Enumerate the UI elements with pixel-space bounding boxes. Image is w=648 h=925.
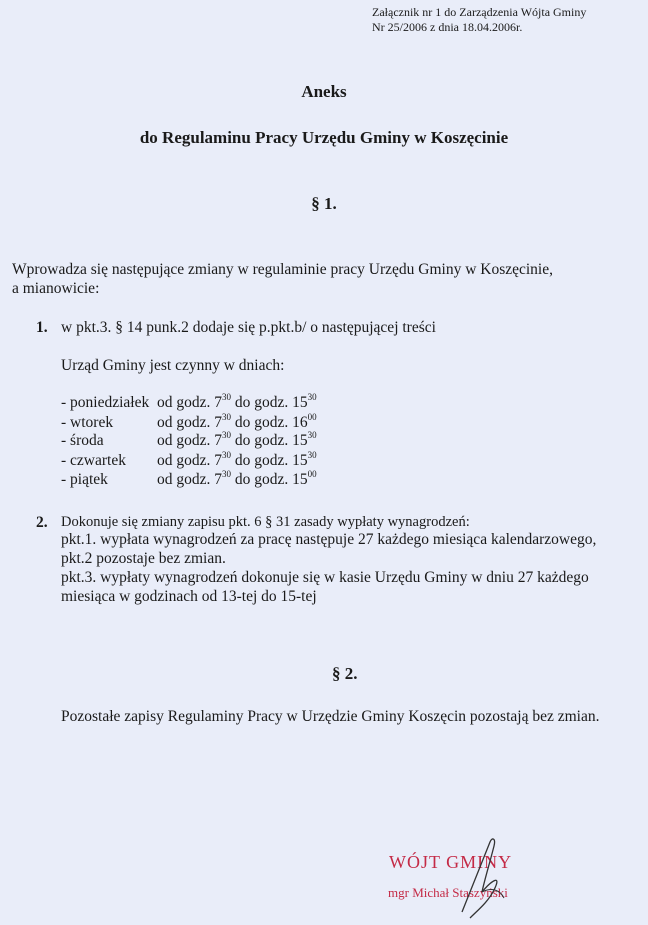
to-minute: 00 xyxy=(307,469,317,479)
from-minute: 30 xyxy=(222,450,232,460)
section-2-heading: § 2. xyxy=(332,664,358,683)
from-hour: 7 xyxy=(214,432,223,449)
from-minute: 30 xyxy=(222,469,232,479)
from-hour: 7 xyxy=(214,394,223,411)
item-2-line-3: pkt.2 pozostaje bez zmian. xyxy=(61,550,226,567)
day-name: - poniedziałek xyxy=(61,394,150,411)
from-minute: 30 xyxy=(222,392,232,402)
to-label: do godz. xyxy=(234,452,289,469)
handwritten-signature xyxy=(432,832,542,922)
intro-line-2: a mianowicie: xyxy=(12,280,100,297)
to-hour: 16 xyxy=(292,414,308,431)
item-2-line-2: pkt.1. wypłata wynagrodzeń za pracę następuje 27 każdego miesiąca kalendarzowego, xyxy=(61,531,597,548)
day-name: - wtorek xyxy=(61,414,114,431)
document-subtitle: do Regulaminu Pracy Urzędu Gminy w Koszęcinie xyxy=(139,128,509,147)
office-hours-row xyxy=(61,451,317,470)
item-1-text: w pkt.3. § 14 punk.2 dodaje się p.pkt.b/ o następującej treści xyxy=(61,319,436,336)
header-line-1: Załącznik nr 1 do Zarządzenia Wójta Gminy xyxy=(372,5,587,19)
item-2-line-5: miesiąca w godzinach od 13-tej do 15-tej xyxy=(61,588,317,605)
item-2-line-4: pkt.3. wypłaty wynagrodzeń dokonuje się w kasie Urzędu Gminy w dniu 27 każdego xyxy=(61,569,589,586)
section-1-heading: § 1. xyxy=(311,194,337,213)
office-hours-intro: Urząd Gminy jest czynny w dniach: xyxy=(61,357,285,374)
intro-line-1: Wprowadza się następujące zmiany w regulaminie pracy Urzędu Gminy w Koszęcinie, xyxy=(12,261,553,278)
from-label: od godz. xyxy=(157,394,211,411)
item-1-number: 1. xyxy=(36,319,48,336)
from-label: od godz. xyxy=(157,414,211,431)
to-label: do godz. xyxy=(234,414,289,431)
from-minute: 30 xyxy=(222,412,232,422)
section-2-text: Pozostałe zapisy Regulaminy Pracy w Urzędzie Gminy Koszęcin pozostają bez zmian. xyxy=(61,708,600,725)
day-name: - piątek xyxy=(61,471,108,488)
office-hours-row xyxy=(61,413,317,432)
item-2-line-1: Dokonuje się zmiany zapisu pkt. 6 § 31 zasady wypłaty wynagrodzeń: xyxy=(61,514,470,530)
from-hour: 7 xyxy=(214,452,223,469)
to-label: do godz. xyxy=(234,394,289,411)
header-line-2: Nr 25/2006 z dnia 18.04.2006r. xyxy=(372,20,523,34)
stamp-title: WÓJT GMINY xyxy=(389,852,513,872)
to-hour: 15 xyxy=(292,471,308,488)
office-hours-row xyxy=(61,470,317,489)
to-hour: 15 xyxy=(292,432,308,449)
to-minute: 00 xyxy=(307,412,317,422)
from-label: od godz. xyxy=(157,432,211,449)
day-name: - czwartek xyxy=(61,452,126,469)
item-2-number: 2. xyxy=(36,514,48,531)
day-name: - środa xyxy=(61,432,104,449)
from-label: od godz. xyxy=(157,452,211,469)
from-hour: 7 xyxy=(214,414,223,431)
stamp-name: mgr Michał Staszyński xyxy=(388,885,508,900)
from-hour: 7 xyxy=(214,471,223,488)
to-hour: 15 xyxy=(292,452,308,469)
to-hour: 15 xyxy=(292,394,308,411)
to-minute: 30 xyxy=(307,450,317,460)
office-hours-row xyxy=(61,393,317,412)
document-title: Aneks xyxy=(301,82,347,101)
attachment-header xyxy=(372,5,586,35)
to-label: do godz. xyxy=(234,432,289,449)
to-minute: 30 xyxy=(307,430,317,440)
office-hours-row xyxy=(61,431,317,450)
to-label: do godz. xyxy=(234,471,289,488)
from-minute: 30 xyxy=(222,430,232,440)
from-label: od godz. xyxy=(157,471,211,488)
to-minute: 30 xyxy=(307,392,317,402)
